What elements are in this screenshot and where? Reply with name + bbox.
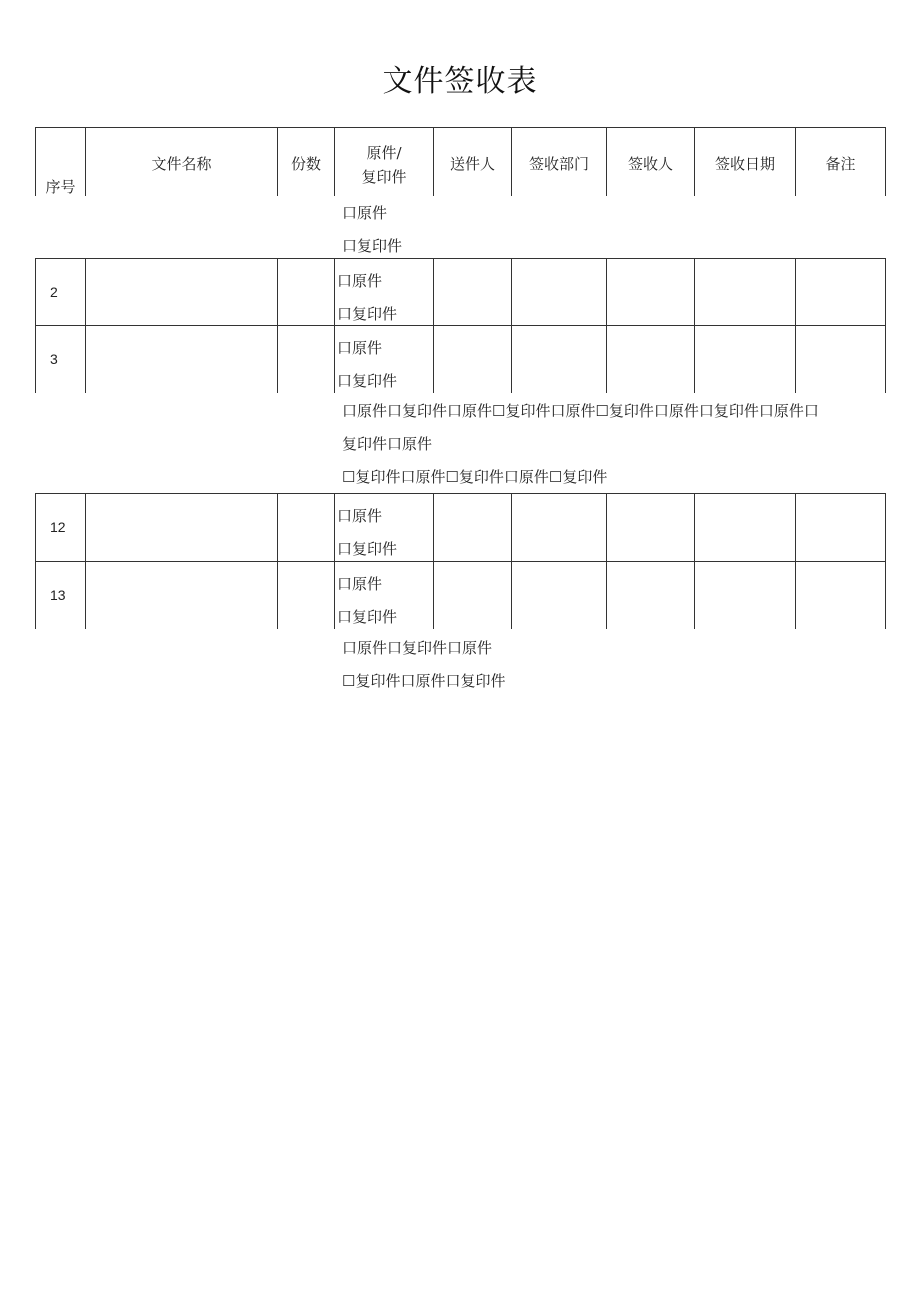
- header-copies-cell: [277, 128, 334, 196]
- sender-cell[interactable]: [433, 326, 511, 393]
- date-cell[interactable]: [694, 562, 795, 629]
- loose-option: 口原件口复印件口原件: [342, 639, 493, 657]
- copies-cell[interactable]: [277, 494, 334, 561]
- copy-option[interactable]: 口复印件: [337, 608, 398, 626]
- header-dept-cell: [511, 128, 606, 196]
- table-row: [35, 259, 886, 325]
- sender-cell[interactable]: [433, 562, 511, 629]
- sender-cell[interactable]: [433, 494, 511, 561]
- header-date-cell: [694, 128, 795, 196]
- seq-number: 3: [50, 351, 58, 367]
- loose-option: ☐复印件口原件☐复印件口原件☐复印件: [342, 468, 608, 486]
- header-note-cell: [795, 128, 886, 196]
- receiver-cell[interactable]: [606, 494, 694, 561]
- type-cell: [334, 326, 433, 393]
- header-receiver: 签收人: [627, 155, 673, 173]
- date-cell[interactable]: [694, 259, 795, 325]
- header-seq-cell: [35, 128, 85, 196]
- copies-cell[interactable]: [277, 326, 334, 393]
- table-row: [35, 494, 886, 561]
- date-cell[interactable]: [694, 326, 795, 393]
- copy-option[interactable]: 口复印件: [337, 372, 398, 390]
- seq-cell: [35, 562, 85, 629]
- header-name-cell: [85, 128, 277, 196]
- date-cell[interactable]: [694, 494, 795, 561]
- seq-cell: [35, 259, 85, 325]
- file-name-cell[interactable]: [85, 326, 277, 393]
- loose-option: 口原件: [342, 204, 388, 222]
- header-type-line2: 复印件: [361, 168, 407, 186]
- header-sender: 送件人: [449, 155, 495, 173]
- header-dept: 签收部门: [528, 155, 589, 173]
- note-cell[interactable]: [795, 326, 886, 393]
- table-block-a: [35, 258, 886, 392]
- seq-number: 13: [50, 587, 66, 603]
- loose-option: 口原件口复印件口原件☐复印件口原件☐复印件口原件口复印件口原件口: [342, 402, 819, 420]
- table-row: [35, 325, 886, 393]
- header-receiver-cell: [606, 128, 694, 196]
- receiver-cell[interactable]: [606, 259, 694, 325]
- table-block-b: [35, 493, 886, 628]
- note-cell[interactable]: [795, 259, 886, 325]
- receiver-cell[interactable]: [606, 562, 694, 629]
- file-name-cell[interactable]: [85, 494, 277, 561]
- header-type: [335, 141, 433, 189]
- page-title: 文件签收表: [382, 64, 538, 99]
- type-cell: [334, 562, 433, 629]
- loose-option: 口复印件: [342, 237, 403, 255]
- dept-cell[interactable]: [511, 326, 606, 393]
- header-type-line1: 原件/: [366, 144, 402, 162]
- original-option[interactable]: 口原件: [337, 339, 383, 357]
- table-row: [35, 561, 886, 629]
- note-cell[interactable]: [795, 562, 886, 629]
- dept-cell[interactable]: [511, 562, 606, 629]
- seq-cell: [35, 326, 85, 393]
- dept-cell[interactable]: [511, 259, 606, 325]
- header-type-cell: [334, 128, 433, 196]
- dept-cell[interactable]: [511, 494, 606, 561]
- copy-option[interactable]: 口复印件: [337, 305, 398, 323]
- header-note: 备注: [825, 155, 856, 173]
- original-option[interactable]: 口原件: [337, 272, 383, 290]
- header-copies: 份数: [290, 155, 321, 173]
- file-name-cell[interactable]: [85, 259, 277, 325]
- type-cell: [334, 259, 433, 325]
- file-name-cell[interactable]: [85, 562, 277, 629]
- seq-cell: [35, 494, 85, 561]
- header-sender-cell: [433, 128, 511, 196]
- copy-option[interactable]: 口复印件: [337, 540, 398, 558]
- seq-number: 12: [50, 519, 66, 535]
- copies-cell[interactable]: [277, 259, 334, 325]
- note-cell[interactable]: [795, 494, 886, 561]
- header-date: 签收日期: [714, 155, 775, 173]
- header-name: 文件名称: [151, 155, 212, 173]
- type-cell: [334, 494, 433, 561]
- copies-cell[interactable]: [277, 562, 334, 629]
- table-header: [35, 127, 886, 196]
- loose-option: 复印件口原件: [342, 435, 433, 453]
- sender-cell[interactable]: [433, 259, 511, 325]
- receiver-cell[interactable]: [606, 326, 694, 393]
- loose-option: ☐复印件口原件口复印件: [342, 672, 506, 690]
- original-option[interactable]: 口原件: [337, 507, 383, 525]
- seq-number: 2: [50, 284, 58, 300]
- original-option[interactable]: 口原件: [337, 575, 383, 593]
- header-seq: 序号: [45, 178, 76, 196]
